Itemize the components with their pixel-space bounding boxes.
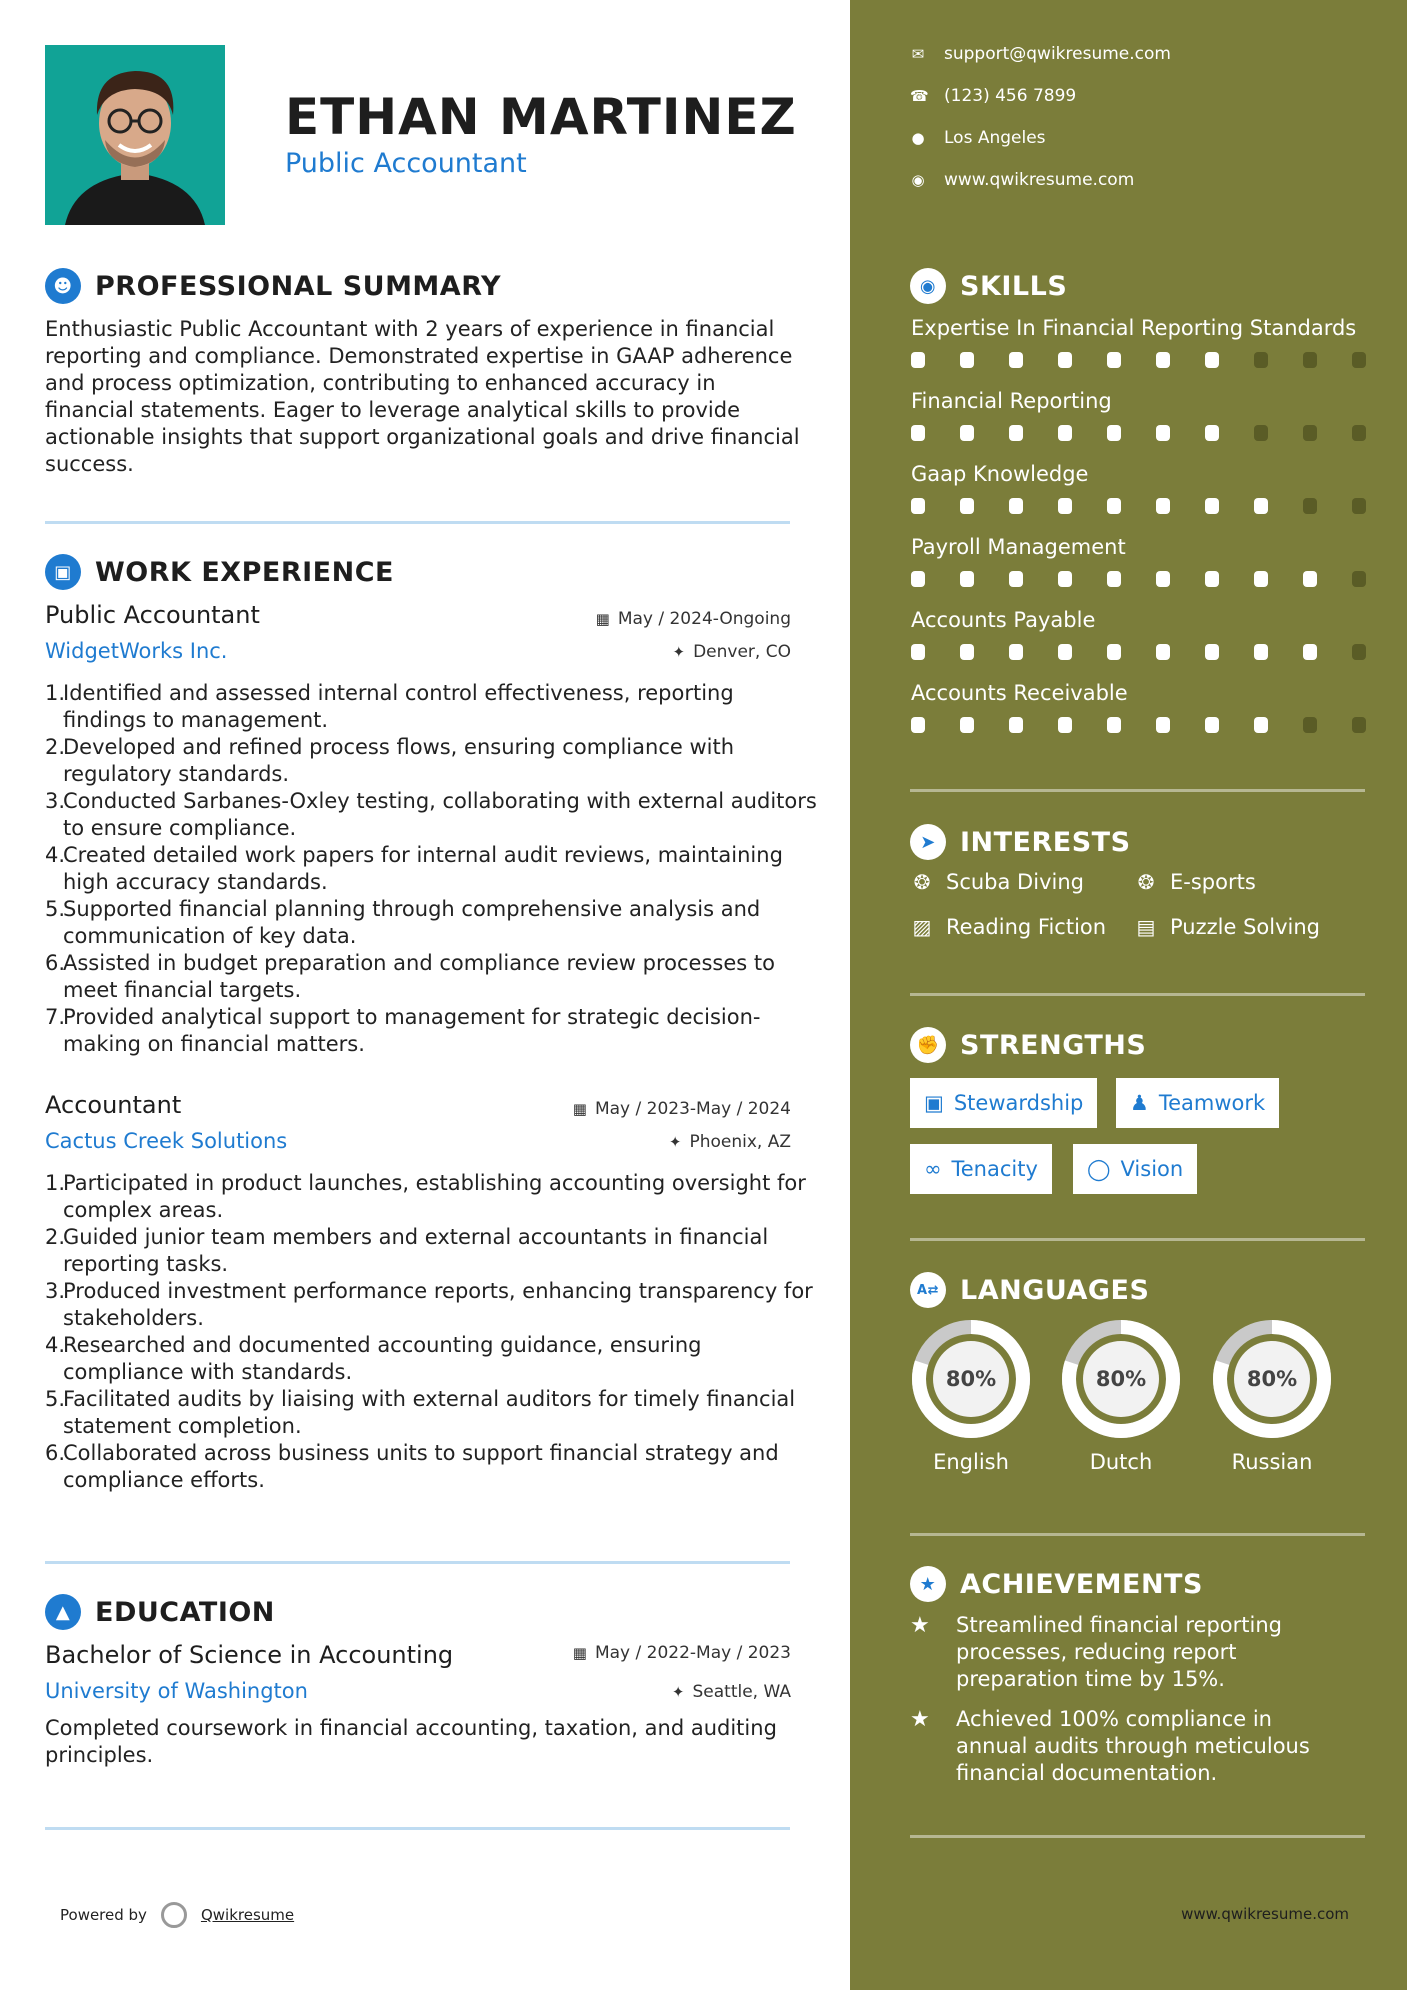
skill-dot	[1254, 571, 1268, 587]
interest-label: Puzzle Solving	[1170, 915, 1320, 939]
education-location	[672, 1682, 791, 1702]
job-title: Public Accountant	[45, 601, 260, 629]
skill-dot	[1254, 352, 1268, 368]
calendar-icon: ▦	[595, 610, 610, 628]
graduate-icon: ▲	[45, 1594, 81, 1630]
skill-dot	[1254, 644, 1268, 660]
users-icon: ♟	[1130, 1091, 1149, 1115]
skill-dot	[1009, 644, 1023, 660]
powered-by-text: Powered by	[60, 1906, 147, 1924]
achievement-text: Streamlined financial reporting processes, reducing report preparation time by 15%.	[956, 1613, 1282, 1691]
briefcase-icon: ▣	[924, 1091, 944, 1115]
skill-dot	[1352, 571, 1366, 587]
interest-item	[910, 870, 1084, 894]
lifebuoy-icon: ❂	[913, 870, 931, 894]
language-ring	[1211, 1318, 1333, 1440]
contact-email	[910, 44, 1171, 64]
strength-tag	[910, 1078, 1097, 1128]
star-icon: ★	[910, 1613, 930, 1638]
star-icon: ★	[910, 1707, 930, 1732]
skill-dot	[1303, 498, 1317, 514]
contact-location-text: Los Angeles	[944, 128, 1046, 148]
language-name: Dutch	[1089, 1450, 1153, 1474]
divider	[910, 1533, 1365, 1536]
paper-plane-icon: ➤	[910, 824, 946, 860]
job-location-text: Denver, CO	[693, 642, 791, 662]
skill-dot	[960, 644, 974, 660]
skill-name: Accounts Payable	[911, 608, 1096, 632]
skill-dot	[1058, 571, 1072, 587]
skill-dot	[911, 425, 925, 441]
job-date	[596, 609, 791, 629]
job-company: WidgetWorks Inc.	[45, 639, 228, 663]
strength-tag	[1073, 1144, 1197, 1194]
list-item: Facilitated audits by liaising with external auditors for timely financial statement completion.	[63, 1387, 796, 1438]
skill-dot	[1009, 498, 1023, 514]
book-icon: ▤	[1136, 915, 1156, 939]
lifebuoy-icon: ❂	[1137, 870, 1155, 894]
summary-heading-text: PROFESSIONAL SUMMARY	[95, 270, 502, 302]
achievement-text: Achieved 100% compliance in annual audits through meticulous financial documentation.	[956, 1707, 1310, 1785]
strength-tag	[910, 1144, 1052, 1194]
skill-name: Accounts Receivable	[911, 681, 1128, 705]
education-date	[573, 1643, 791, 1663]
location-icon: ●	[911, 129, 925, 147]
job-date-text: May / 2023-May / 2024	[594, 1099, 791, 1119]
skill-dot	[1156, 571, 1170, 587]
chair-icon: ▣	[45, 554, 81, 590]
skill-dot	[1303, 571, 1317, 587]
contact-website	[910, 170, 1134, 190]
school: University of Washington	[45, 1679, 308, 1703]
skills-heading	[910, 268, 1067, 304]
skill-dot	[1352, 352, 1366, 368]
skill-dot	[911, 717, 925, 733]
user-icon: ☻	[45, 268, 81, 304]
skill-dot	[1107, 425, 1121, 441]
education-heading	[45, 1594, 275, 1630]
list-item: Supported financial planning through comprehensive analysis and communication of key data.	[63, 897, 761, 948]
skill-dot	[1205, 425, 1219, 441]
skill-rating	[911, 498, 1366, 514]
skill-dot	[1254, 425, 1268, 441]
skill-dot	[1107, 571, 1121, 587]
summary-heading	[45, 268, 501, 304]
strengths-heading	[910, 1027, 1146, 1063]
skill-dot	[1058, 498, 1072, 514]
skill-dot	[911, 352, 925, 368]
divider	[910, 1835, 1365, 1838]
skill-dot	[1009, 352, 1023, 368]
footer-url[interactable]: www.qwikresume.com	[1181, 1905, 1349, 1923]
degree: Bachelor of Science in Accounting	[45, 1641, 454, 1669]
language-percent: 80%	[1095, 1367, 1147, 1391]
interest-item	[1134, 915, 1320, 939]
skill-dot	[1352, 498, 1366, 514]
job-bullets	[45, 680, 818, 1058]
skill-dot	[1205, 717, 1219, 733]
achievement-item	[910, 1612, 1350, 1693]
list-item: Guided junior team members and external accountants in financial reporting tasks.	[63, 1225, 769, 1276]
skill-dot	[1303, 425, 1317, 441]
list-item: Identified and assessed internal control effectiveness, reporting findings to management.	[63, 681, 734, 732]
job-company: Cactus Creek Solutions	[45, 1129, 288, 1153]
divider	[45, 1827, 790, 1830]
list-item: Collaborated across business units to support financial strategy and compliance efforts.	[63, 1441, 779, 1492]
skill-dot	[1107, 644, 1121, 660]
job-title: Accountant	[45, 1091, 182, 1119]
candidate-name: ETHAN MARTINEZ	[285, 88, 797, 146]
education-heading-text: EDUCATION	[95, 1596, 275, 1628]
skill-dot	[960, 425, 974, 441]
contact-phone-text: (123) 456 7899	[944, 86, 1077, 106]
phone-icon: ☎	[910, 87, 929, 105]
star-badge-icon: ★	[910, 1566, 946, 1602]
skill-rating	[911, 352, 1366, 368]
achievement-item	[910, 1706, 1350, 1787]
skill-dot	[1352, 644, 1366, 660]
strength-label: Teamwork	[1158, 1091, 1266, 1115]
skill-dot	[1058, 425, 1072, 441]
pin-icon: ✦	[668, 1133, 682, 1151]
calendar-icon: ▦	[572, 1644, 587, 1662]
skill-dot	[1009, 571, 1023, 587]
list-item: Researched and documented accounting guidance, ensuring compliance with standards.	[63, 1333, 702, 1384]
list-item: Developed and refined process flows, ensuring compliance with regulatory standards.	[63, 735, 735, 786]
skill-dot	[1156, 498, 1170, 514]
languages-heading-text: LANGUAGES	[960, 1274, 1150, 1306]
divider	[910, 1238, 1365, 1241]
skill-dot	[1303, 644, 1317, 660]
skill-dot	[960, 717, 974, 733]
qwikresume-link[interactable]: Qwikresume	[200, 1906, 295, 1924]
skill-dot	[911, 498, 925, 514]
education-text: Completed coursework in financial accounting, taxation, and auditing principles.	[45, 1716, 777, 1767]
skill-dot	[1156, 717, 1170, 733]
list-item: Produced investment performance reports, enhancing transparency for stakeholders.	[63, 1279, 813, 1330]
envelope-icon: ✉	[911, 45, 925, 63]
skill-dot	[1254, 717, 1268, 733]
language-percent: 80%	[1246, 1367, 1298, 1391]
skill-dot	[1205, 352, 1219, 368]
skill-dot	[1058, 644, 1072, 660]
achievements-heading-text: ACHIEVEMENTS	[960, 1568, 1203, 1600]
skill-dot	[1352, 425, 1366, 441]
achievements-heading	[910, 1566, 1203, 1602]
skill-rating	[911, 425, 1366, 441]
skill-dot	[1205, 644, 1219, 660]
strength-label: Stewardship	[953, 1091, 1084, 1115]
list-item: Provided analytical support to management for strategic decision-making on financial matters.	[63, 1005, 761, 1056]
language-name: English	[933, 1450, 1009, 1474]
skill-dot	[1254, 498, 1268, 514]
lightbulb-icon: ◉	[910, 268, 946, 304]
job-location	[669, 1132, 791, 1152]
contact-phone	[910, 86, 1076, 106]
divider	[45, 1561, 790, 1564]
globe-icon: ◉	[911, 171, 925, 189]
skill-dot	[1156, 425, 1170, 441]
skill-dot	[1303, 717, 1317, 733]
interest-label: Scuba Diving	[946, 870, 1084, 894]
list-item: Conducted Sarbanes-Oxley testing, collaborating with external auditors to ensure compliance.	[63, 789, 817, 840]
skill-rating	[911, 644, 1366, 660]
experience-heading-text: WORK EXPERIENCE	[95, 556, 394, 588]
interests-heading	[910, 824, 1131, 860]
binoculars-icon: ◯	[1087, 1157, 1111, 1181]
experience-heading	[45, 554, 394, 590]
skill-dot	[1107, 717, 1121, 733]
skill-dot	[1303, 352, 1317, 368]
language-item	[910, 1318, 1032, 1474]
skill-dot	[960, 498, 974, 514]
language-name: Russian	[1231, 1450, 1313, 1474]
qwikresume-logo-icon	[161, 1902, 187, 1928]
skill-name: Gaap Knowledge	[911, 462, 1089, 486]
skill-dot	[1156, 352, 1170, 368]
list-item: Created detailed work papers for internal audit reviews, maintaining high accuracy standards.	[63, 843, 783, 894]
summary-text: Enthusiastic Public Accountant with 2 years of experience in financial reporting and compliance. Demonstrated expertise in GAAP adherence and process optimization, contributing to enhanced accuracy in financial statements. Eager to leverage analytical skills to provide actionable insights that support organizational goals and drive financial success.	[45, 317, 800, 476]
divider	[910, 789, 1365, 792]
interest-label: Reading Fiction	[946, 915, 1107, 939]
divider	[910, 993, 1365, 996]
language-ring	[1060, 1318, 1182, 1440]
education-date-text: May / 2022-May / 2023	[594, 1643, 791, 1663]
gamepad-icon: ▨	[912, 915, 932, 939]
job-date	[573, 1099, 791, 1119]
pin-icon: ✦	[672, 643, 686, 661]
candidate-title: Public Accountant	[285, 148, 527, 179]
skill-dot	[960, 571, 974, 587]
link-icon: ∞	[924, 1157, 942, 1181]
strength-tag	[1116, 1078, 1279, 1128]
skill-name: Financial Reporting	[911, 389, 1112, 413]
language-percent: 80%	[945, 1367, 997, 1391]
divider	[45, 521, 790, 524]
skills-heading-text: SKILLS	[960, 270, 1068, 302]
skill-rating	[911, 717, 1366, 733]
calendar-icon: ▦	[572, 1100, 587, 1118]
list-item: Assisted in budget preparation and compliance review processes to meet financial targets.	[63, 951, 775, 1002]
language-item	[1060, 1318, 1182, 1474]
skill-dot	[1352, 717, 1366, 733]
skill-rating	[911, 571, 1366, 587]
language-ring	[910, 1318, 1032, 1440]
job-date-text: May / 2024-Ongoing	[617, 609, 791, 629]
interests-heading-text: INTERESTS	[960, 826, 1131, 858]
education-location-text: Seattle, WA	[692, 1682, 791, 1702]
skill-dot	[1156, 644, 1170, 660]
contact-website-text[interactable]: www.qwikresume.com	[944, 170, 1135, 190]
avatar	[45, 45, 225, 225]
skill-dot	[1107, 352, 1121, 368]
skill-dot	[1058, 352, 1072, 368]
interest-label: E-sports	[1170, 870, 1256, 894]
job-location-text: Phoenix, AZ	[689, 1132, 791, 1152]
skill-dot	[1009, 717, 1023, 733]
contact-email-text[interactable]: support@qwikresume.com	[944, 44, 1171, 64]
powered-by	[60, 1902, 294, 1928]
translate-icon: A⇄	[910, 1272, 946, 1308]
skill-dot	[1009, 425, 1023, 441]
skill-dot	[911, 571, 925, 587]
skill-dot	[1107, 498, 1121, 514]
languages-heading	[910, 1272, 1149, 1308]
language-item	[1211, 1318, 1333, 1474]
interest-item	[1134, 870, 1256, 894]
skill-dot	[911, 644, 925, 660]
strength-label: Tenacity	[951, 1157, 1038, 1181]
contact-location	[910, 128, 1046, 148]
skill-dot	[960, 352, 974, 368]
strengths-heading-text: STRENGTHS	[960, 1029, 1147, 1061]
skill-name: Expertise In Financial Reporting Standards	[911, 316, 1357, 340]
skill-dot	[1205, 571, 1219, 587]
skill-dot	[1205, 498, 1219, 514]
strength-label: Vision	[1120, 1157, 1184, 1181]
skill-dot	[1058, 717, 1072, 733]
interest-item	[910, 915, 1106, 939]
skill-name: Payroll Management	[911, 535, 1126, 559]
fist-icon: ✊	[910, 1027, 946, 1063]
job-location	[673, 642, 791, 662]
pin-icon: ✦	[671, 1683, 685, 1701]
job-bullets	[45, 1170, 818, 1494]
list-item: Participated in product launches, establishing accounting oversight for complex areas.	[63, 1171, 806, 1222]
